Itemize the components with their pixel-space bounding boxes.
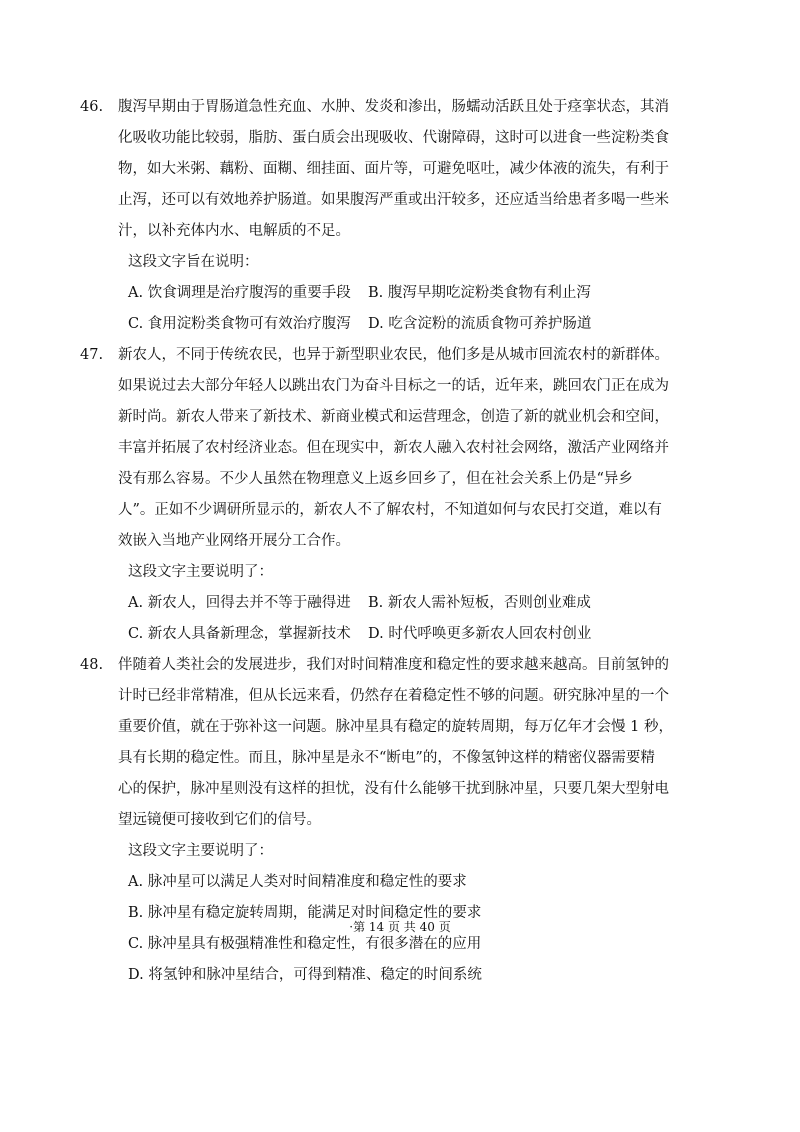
option-d[interactable]: D. 时代呼唤更多新农人回农村创业: [368, 626, 592, 642]
question-number: 48.: [80, 657, 104, 673]
stem-line: 止泻，还可以有效地养护肠道。如果腹泻严重或出汗较多，还应适当给患者多喝一些米: [118, 192, 669, 208]
stem-line: 新农人，不同于传统农民，也异于新型职业农民，他们多是从城市回流农村的新群体。: [118, 347, 669, 363]
stem-line: 计时已经非常精准，但从长远来看，仍然存在着稳定性不够的问题。研究脉冲星的一个: [118, 688, 669, 704]
question-stem: [118, 340, 698, 557]
option-d[interactable]: D. 吃含淀粉的流质食物可养护肠道: [368, 316, 592, 332]
questions-area: [80, 92, 698, 991]
stem-line: 化吸收功能比较弱，脂肪、蛋白质会出现吸收、代谢障碍，这时可以进食一些淀粉类食: [118, 130, 669, 146]
stem-line: 望远镜便可接收到它们的信号。: [118, 812, 321, 828]
question-stem: [118, 92, 698, 247]
stem-line: 汁，以补充体内水、电解质的不足。: [118, 223, 350, 239]
option-a[interactable]: A. 新农人，回得去并不等于融得进: [128, 595, 351, 611]
question-number: 46.: [80, 99, 104, 115]
question-prompt: 这段文字主要说明了：: [128, 843, 273, 859]
question-number: 47.: [80, 347, 104, 363]
option-d[interactable]: D. 将氢钟和脉冲星结合，可得到精准、稳定的时间系统: [128, 967, 482, 983]
stem-line: 物，如大米粥、藕粉、面糊、细挂面、面片等，可避免呕吐，减少体液的流失，有利于: [118, 161, 669, 177]
question-stem: [118, 650, 698, 836]
question-46: [80, 92, 698, 340]
option-c[interactable]: C. 食用淀粉类食物可有效治疗腹泻: [128, 316, 351, 332]
stem-line: 心的保护，脉冲星则没有这样的担忧，没有什么能够干扰到脉冲星，只要几架大型射电: [118, 781, 669, 797]
stem-line: 人”。正如不少调研所显示的，新农人不了解农村，不知道如何与农民打交道，难以有: [118, 502, 662, 518]
option-c[interactable]: C. 新农人具备新理念，掌握新技术: [128, 626, 351, 642]
stem-line: 重要价值，就在于弥补这一问题。脉冲星具有稳定的旋转周期，每万亿年才会慢 1 秒，: [118, 719, 673, 735]
options: [118, 588, 698, 650]
stem-line: 具有长期的稳定性。而且，脉冲星是永不“断电”的，不像氢钟这样的精密仪器需要精: [118, 750, 655, 766]
stem-line: 新时尚。新农人带来了新技术、新商业模式和运营理念，创造了新的就业机会和空间，: [118, 409, 669, 425]
page-footer: ·第 14 页 共 40 页: [349, 920, 451, 934]
option-b[interactable]: B. 新农人需补短板，否则创业难成: [368, 595, 591, 611]
stem-line: 丰富并拓展了农村经济业态。但在现实中，新农人融入农村社会网络，激活产业网络并: [118, 440, 669, 456]
stem-line: 伴随着人类社会的发展进步，我们对时间精准度和稳定性的要求越来越高。目前氢钟的: [118, 657, 669, 673]
option-a[interactable]: A. 脉冲星可以满足人类对时间精准度和稳定性的要求: [128, 874, 467, 890]
option-a[interactable]: A. 饮食调理是治疗腹泻的重要手段: [128, 285, 351, 301]
option-c[interactable]: C. 脉冲星具有极强精准性和稳定性，有很多潜在的应用: [128, 936, 482, 952]
stem-line: 腹泻早期由于胃肠道急性充血、水肿、发炎和渗出，肠蠕动活跃且处于痉挛状态，其消: [118, 99, 669, 115]
option-b[interactable]: B. 腹泻早期吃淀粉类食物有利止泻: [368, 285, 591, 301]
stem-line: 效嵌入当地产业网络开展分工合作。: [118, 533, 350, 549]
question-47: [80, 340, 698, 650]
question-prompt: 这段文字旨在说明：: [128, 254, 259, 270]
option-b[interactable]: B. 脉冲星有稳定旋转周期，能满足对时间稳定性的要求: [128, 905, 482, 921]
question-48: [80, 650, 698, 991]
stem-line: 如果说过去大部分年轻人以跳出农门为奋斗目标之一的话，近年来，跳回农门正在成为: [118, 378, 669, 394]
options: [118, 278, 698, 340]
question-prompt: 这段文字主要说明了：: [128, 564, 273, 580]
stem-line: 没有那么容易。不少人虽然在物理意义上返乡回乡了，但在社会关系上仍是“异乡: [118, 471, 633, 487]
